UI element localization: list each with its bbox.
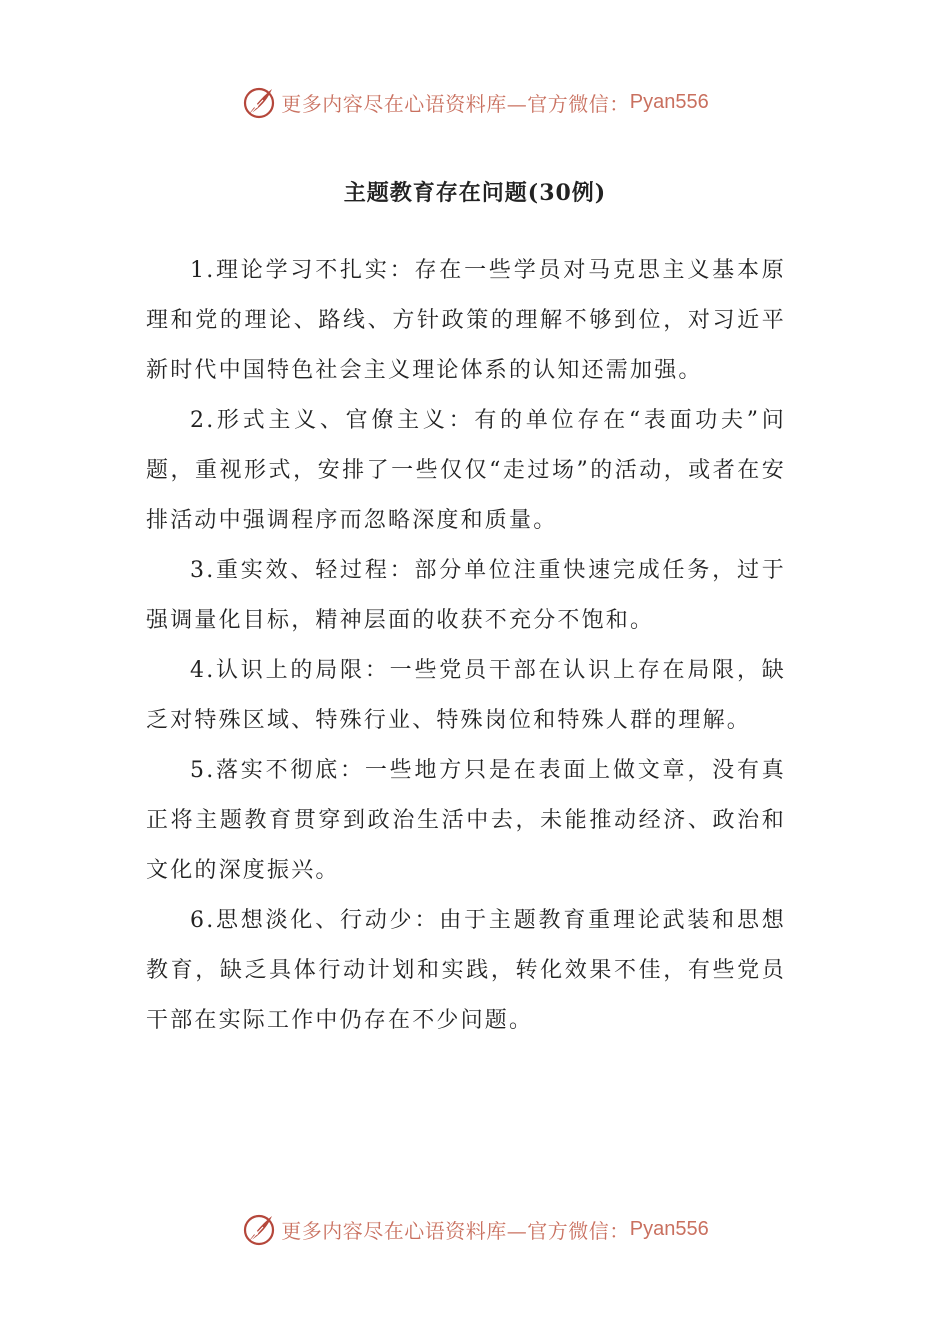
- banner-text: 更多内容尽在心语资料库—官方微信：: [281, 1218, 630, 1243]
- footer-watermark-banner: [0, 1209, 950, 1249]
- paragraph-4: 4.认识上的局限：一些党员干部在认识上存在局限，缺乏对特殊区域、特殊行业、特殊岗位和特殊人群的理解。: [146, 658, 786, 733]
- paragraph-6: 6.思想淡化、行动少：由于主题教育重理论武装和思想教育，缺乏具体行动计划和实践，转化效果不佳，有些党员干部在实际工作中仍存在不少问题。: [146, 908, 786, 1033]
- paragraph-5: 5.落实不彻底：一些地方只是在表面上做文章，没有真正将主题教育贯穿到政治生活中去，未能推动经济、政治和文化的深度振兴。: [146, 758, 786, 883]
- banner-wechat-id: Pyan556: [629, 1217, 709, 1240]
- paragraph-1: 1.理论学习不扎实：存在一些学员对马克思主义基本原理和党的理论、路线、方针政策的理解不够到位，对习近平新时代中国特色社会主义理论体系的认知还需加强。: [146, 258, 786, 383]
- paragraph-2: 2.形式主义、官僚主义：有的单位存在“表面功夫”问题，重视形式，安排了一些仅仅“走过场”的活动，或者在安排活动中强调程序而忽略深度和质量。: [146, 408, 786, 533]
- banner-text: 更多内容尽在心语资料库—官方微信：: [281, 91, 630, 116]
- paragraph-3: 3.重实效、轻过程：部分单位注重快速完成任务，过于强调量化目标，精神层面的收获不充分不饱和。: [146, 558, 786, 633]
- header-watermark-banner: [0, 82, 950, 122]
- quill-pen-logo-icon: [241, 1211, 277, 1247]
- quill-pen-logo-icon: [241, 84, 277, 120]
- document-title: 主题教育存在问题(30例): [343, 180, 607, 206]
- document-body: [146, 246, 786, 1046]
- banner-wechat-id: Pyan556: [629, 90, 709, 113]
